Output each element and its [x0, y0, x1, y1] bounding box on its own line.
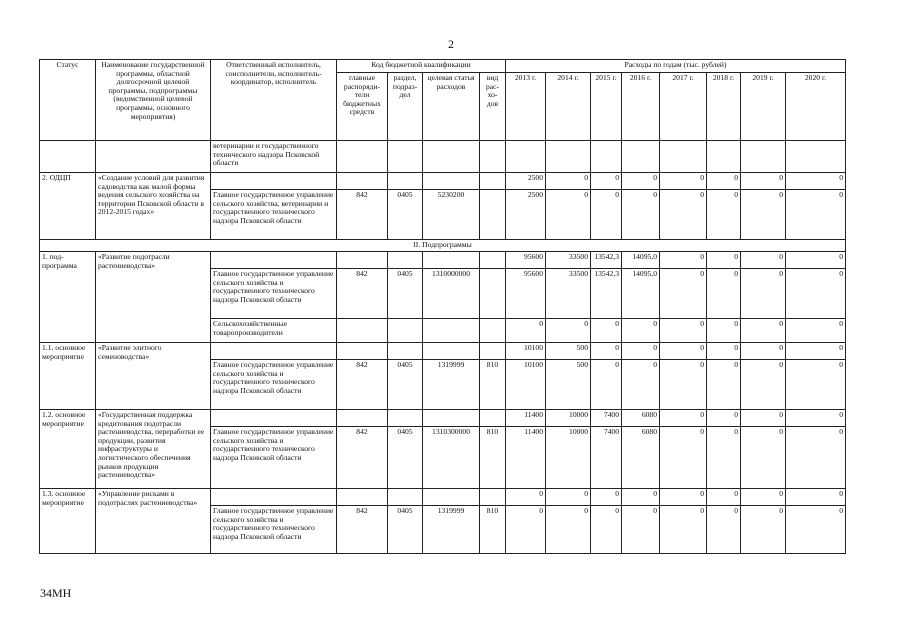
- value-cell: 500: [546, 343, 591, 360]
- executor-cell: ветеринарии и государственного технического надзора Псковской области: [211, 141, 337, 173]
- value-cell: 0: [707, 410, 741, 427]
- name-cell: «Развитие элитного семеноводства»: [96, 343, 211, 410]
- value-cell: 0: [741, 252, 786, 269]
- name-cell: «Создание условий для развития садоводства как малой формы ведения сельского хозяйства на территории Псковской области в 2012-2015 годах»: [96, 173, 211, 240]
- executor-cell: Главное государственное управление сельского хозяйства и государственного технического надзора Псковской области: [211, 269, 337, 319]
- program-budget-table: [39, 59, 846, 554]
- value-cell: 0: [591, 173, 622, 190]
- rzpr-cell: 0405: [388, 269, 423, 319]
- value-cell: 0: [786, 410, 846, 427]
- header-status: Статус: [40, 60, 96, 141]
- name-cell: «Управление рисками в подотраслях растениеводства»: [96, 489, 211, 554]
- grbs-cell: 842: [337, 427, 388, 489]
- value-cell: 0: [741, 410, 786, 427]
- grbs-cell: 842: [337, 269, 388, 319]
- value-cell: 0: [707, 360, 741, 410]
- executor-cell: Главное государственное управление сельского хозяйства и государственного технического надзора Псковской области: [211, 360, 337, 410]
- value-cell: 10000: [546, 410, 591, 427]
- rzpr-cell: 0405: [388, 506, 423, 554]
- value-cell: 0: [707, 343, 741, 360]
- value-cell: 0: [506, 319, 546, 343]
- value-cell: 0: [660, 343, 707, 360]
- value-cell: 0: [707, 173, 741, 190]
- value-cell: 0: [506, 506, 546, 554]
- value-cell: 0: [546, 489, 591, 506]
- value-cell: 7400: [591, 427, 622, 489]
- footer-code: 34МН: [40, 586, 72, 600]
- csr-cell: 1319999: [423, 506, 480, 554]
- section-title: II. Подпрограммы: [40, 240, 846, 252]
- header-csr: целевая статья расходов: [423, 73, 480, 141]
- value-cell: 0: [707, 252, 741, 269]
- value-cell: 0: [546, 506, 591, 554]
- value-cell: 0: [786, 252, 846, 269]
- value-cell: 0: [786, 343, 846, 360]
- value-cell: 0: [622, 173, 660, 190]
- vr-cell: [480, 269, 506, 319]
- header-year: 2019 г.: [741, 73, 786, 141]
- value-cell: 0: [591, 319, 622, 343]
- value-cell: 0: [660, 427, 707, 489]
- value-cell: 0: [707, 319, 741, 343]
- csr-cell: 1319999: [423, 360, 480, 410]
- value-cell: 0: [741, 360, 786, 410]
- status-cell: 1. под-программа: [40, 252, 96, 343]
- rzpr-cell: 0405: [388, 427, 423, 489]
- name-cell: «Государственная поддержка кредитования подотрасли растениеводства, переработки ее продукции, развития инфраструктуры и логистического обеспечения рынков продукции растениеводства»: [96, 410, 211, 489]
- section-row: [40, 240, 846, 252]
- value-cell: 0: [660, 269, 707, 319]
- value-cell: 0: [707, 427, 741, 489]
- table-row: [40, 489, 846, 506]
- value-cell: 0: [660, 173, 707, 190]
- value-cell: 11400: [506, 410, 546, 427]
- page-number: 2: [448, 37, 454, 51]
- table-row: [40, 252, 846, 269]
- header-year: 2014 г.: [546, 73, 591, 141]
- rzpr-cell: 0405: [388, 360, 423, 410]
- name-cell: «Развитие подотрасли растениеводства»: [96, 252, 211, 343]
- vr-cell: 810: [480, 360, 506, 410]
- value-cell: 33500: [546, 269, 591, 319]
- value-cell: 0: [741, 506, 786, 554]
- header-year: 2020 г.: [786, 73, 846, 141]
- status-cell: 1.2. основное мероприятие: [40, 410, 96, 489]
- value-cell: 33500: [546, 252, 591, 269]
- value-cell: 10000: [546, 427, 591, 489]
- value-cell: 95600: [506, 252, 546, 269]
- value-cell: 0: [660, 410, 707, 427]
- value-cell: 10100: [506, 360, 546, 410]
- header-grbs: главные распоряди-тели бюджетных средств: [337, 73, 388, 141]
- value-cell: 0: [707, 489, 741, 506]
- grbs-cell: 842: [337, 360, 388, 410]
- executor-cell: Главное государственное управление сельского хозяйства и государственного технического надзора Псковской области: [211, 427, 337, 489]
- value-cell: 0: [622, 319, 660, 343]
- value-cell: 0: [660, 489, 707, 506]
- value-cell: 0: [660, 319, 707, 343]
- value-cell: 0: [591, 360, 622, 410]
- value-cell: 13542,3: [591, 269, 622, 319]
- value-cell: 6080: [622, 427, 660, 489]
- table-row: [40, 141, 846, 173]
- header-year: 2017 г.: [660, 73, 707, 141]
- value-cell: 14095,0: [622, 269, 660, 319]
- value-cell: 6080: [622, 410, 660, 427]
- grbs-cell: 842: [337, 506, 388, 554]
- value-cell: 0: [786, 173, 846, 190]
- value-cell: 0: [741, 343, 786, 360]
- value-cell: 0: [660, 252, 707, 269]
- value-cell: 0: [506, 489, 546, 506]
- value-cell: 0: [707, 506, 741, 554]
- vr-cell: 810: [480, 427, 506, 489]
- value-cell: 0: [786, 506, 846, 554]
- value-cell: 500: [546, 360, 591, 410]
- csr-cell: 5230200: [423, 190, 480, 240]
- value-cell: 0: [660, 506, 707, 554]
- value-cell: 0: [622, 360, 660, 410]
- header-executor: Ответственный исполнитель, соисполнители, исполнитель-координатор, исполнитель: [211, 60, 337, 141]
- value-cell: 2500: [506, 190, 546, 240]
- executor-cell: Главное государственное управление сельского хозяйства и государственного технического надзора Псковской области: [211, 506, 337, 554]
- header-year: 2015 г.: [591, 73, 622, 141]
- value-cell: 0: [741, 190, 786, 240]
- value-cell: 0: [546, 190, 591, 240]
- header-year: 2013 г.: [506, 73, 546, 141]
- value-cell: 0: [741, 269, 786, 319]
- header-year: 2016 г.: [622, 73, 660, 141]
- value-cell: 0: [786, 269, 846, 319]
- rzpr-cell: 0405: [388, 190, 423, 240]
- value-cell: 14095,0: [622, 252, 660, 269]
- value-cell: 7400: [591, 410, 622, 427]
- value-cell: 0: [741, 489, 786, 506]
- value-cell: 0: [591, 506, 622, 554]
- value-cell: 0: [591, 190, 622, 240]
- value-cell: 0: [546, 319, 591, 343]
- vr-cell: 810: [480, 506, 506, 554]
- header-vr: вид рас-хо-дов: [480, 73, 506, 141]
- status-cell: 1.1. основное мероприятие: [40, 343, 96, 410]
- value-cell: 10100: [506, 343, 546, 360]
- table-row: [40, 343, 846, 360]
- value-cell: 0: [786, 360, 846, 410]
- value-cell: 0: [786, 319, 846, 343]
- value-cell: 0: [741, 173, 786, 190]
- value-cell: 0: [786, 427, 846, 489]
- value-cell: 0: [622, 343, 660, 360]
- header-rzpr: раздел, подраз-дел: [388, 73, 423, 141]
- header-year: 2018 г.: [707, 73, 741, 141]
- value-cell: 0: [786, 190, 846, 240]
- csr-cell: 1310000000: [423, 269, 480, 319]
- executor-cell: Сельскохозяйственные товаропроизводители: [211, 319, 337, 343]
- status-cell: 2. ОДЦП: [40, 173, 96, 240]
- table-row: [40, 173, 846, 190]
- value-cell: 0: [707, 190, 741, 240]
- value-cell: 0: [660, 360, 707, 410]
- value-cell: 0: [622, 506, 660, 554]
- executor-cell: Главное государственное управление сельского хозяйства, ветеринарии и государственного технического надзора Псковской области: [211, 190, 337, 240]
- value-cell: 2500: [506, 173, 546, 190]
- value-cell: 0: [591, 343, 622, 360]
- value-cell: 95600: [506, 269, 546, 319]
- header-budget-code: Код бюджетной квалификации: [337, 60, 506, 73]
- value-cell: 0: [591, 489, 622, 506]
- value-cell: 0: [786, 489, 846, 506]
- header-expenses: Расходы по годам (тыс. рублей): [506, 60, 846, 73]
- header-name: Наименование государственной программы, областной долгосрочной целевой программы, подпрограммы (ведомственной целевой программы, основного мероприятия): [96, 60, 211, 141]
- value-cell: 0: [622, 190, 660, 240]
- status-cell: 1.3. основное мероприятие: [40, 489, 96, 554]
- csr-cell: 1310300000: [423, 427, 480, 489]
- value-cell: 0: [741, 427, 786, 489]
- grbs-cell: 842: [337, 190, 388, 240]
- value-cell: 11400: [506, 427, 546, 489]
- value-cell: 0: [741, 319, 786, 343]
- table-row: [40, 410, 846, 427]
- value-cell: 0: [707, 269, 741, 319]
- value-cell: 0: [546, 173, 591, 190]
- value-cell: 0: [622, 489, 660, 506]
- value-cell: 0: [660, 190, 707, 240]
- value-cell: 13542,3: [591, 252, 622, 269]
- vr-cell: [480, 190, 506, 240]
